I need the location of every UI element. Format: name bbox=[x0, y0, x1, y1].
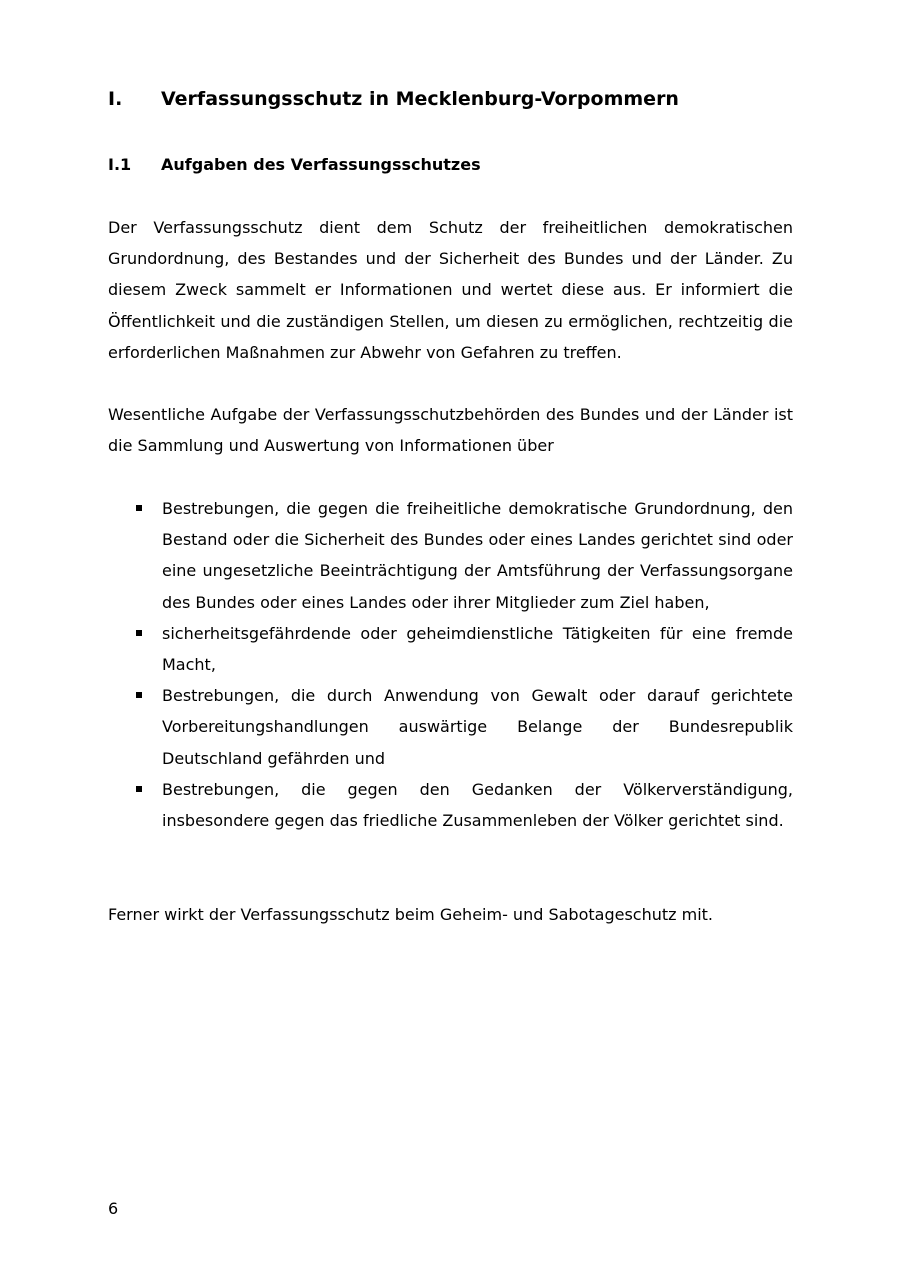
section-heading bbox=[108, 153, 808, 177]
list-item bbox=[108, 774, 793, 836]
list-item-text: Bestrebungen, die gegen die freiheitliche demokratische Grundordnung, den Bestand oder die Sicherheit des Bundes oder eines Landes gerichtet sind oder eine ungesetzliche Beeinträchtigung der Amtsführung der Verfassungsorgane des Bundes oder eines Landes oder ihrer Mitglieder zum Ziel haben, bbox=[162, 499, 793, 612]
square-bullet-icon bbox=[136, 692, 142, 698]
list-item-text: Bestrebungen, die gegen den Gedanken der Völkerverständigung, insbesondere gegen das friedliche Zusammenleben der Völker gerichtet sind. bbox=[162, 779, 793, 831]
chapter-number: I. bbox=[108, 88, 123, 110]
section-number: I.1 bbox=[108, 155, 132, 174]
tasks-paragraph: Wesentliche Aufgabe der Verfassungsschutzbehörden des Bundes und der Länder ist die Sammlung und Auswertung von Informationen über bbox=[108, 405, 793, 456]
closing-paragraph: Ferner wirkt der Verfassungsschutz beim Geheim- und Sabotageschutz mit. bbox=[108, 905, 713, 924]
chapter-title: Verfassungsschutz in Mecklenburg-Vorpommern bbox=[161, 88, 679, 110]
list-item bbox=[108, 680, 793, 774]
section-title: Aufgaben des Verfassungsschutzes bbox=[161, 155, 481, 174]
list-item-text: Bestrebungen, die durch Anwendung von Gewalt oder darauf gerichtete Vorbereitungshandlungen auswärtige Belange der Bundesrepublik Deutschland gefährden und bbox=[162, 686, 793, 768]
page-number: 6 bbox=[108, 1199, 119, 1218]
list-item-text: sicherheitsgefährdende oder geheimdienstliche Tätigkeiten für eine fremde Macht, bbox=[162, 623, 793, 675]
intro-paragraph: Der Verfassungsschutz dient dem Schutz der freiheitlichen demokratischen Grundordnung, des Bestandes und der Sicherheit des Bundes und der Länder. Zu diesem Zweck sammelt er Informationen und wertet diese aus. Er informiert die Öffentlichkeit und die zuständigen Stellen, um diesen zu ermöglichen, rechtzeitig die erforderlichen Maßnahmen zur Abwehr von Gefahren zu treffen. bbox=[108, 218, 793, 362]
chapter-heading bbox=[108, 86, 808, 112]
tasks-list bbox=[108, 493, 793, 836]
square-bullet-icon bbox=[136, 786, 142, 792]
list-item bbox=[108, 618, 793, 680]
square-bullet-icon bbox=[136, 630, 142, 636]
list-item bbox=[108, 493, 793, 618]
square-bullet-icon bbox=[136, 505, 142, 511]
